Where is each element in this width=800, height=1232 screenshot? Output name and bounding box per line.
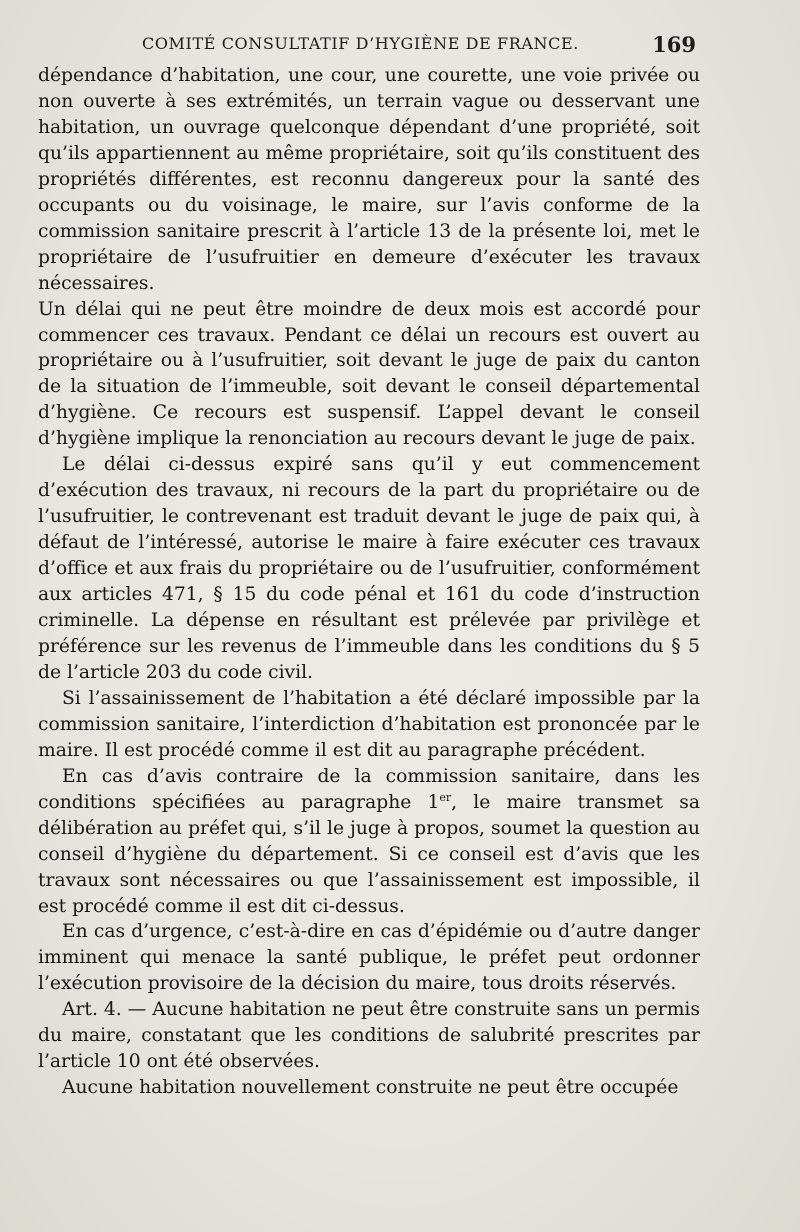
body-text — [38, 63, 700, 1101]
page-header — [38, 32, 700, 60]
running-title: COMITÉ CONSULTATIF D’HYGIÈNE DE FRANCE. — [142, 34, 579, 53]
paragraph-delai-expire: Le délai ci-dessus expiré sans qu’il y eut commencement d’exécution des travaux, ni recours de la part du propriétaire ou de l’usufruitier, le contrevenant est traduit devant le juge de paix qui, à défaut de l’intéressé, autorise le maire à faire exécuter ces travaux d’office et aux frais du propriétaire ou de l’usufruitier, conformément aux articles 471, § 15 du code pénal et 161 du code d’instruction criminelle. La dépense en résultant est prélevée par privilège et préférence sur les revenus de l’immeuble dans les conditions du § 5 de l’article 203 du code civil. — [38, 454, 700, 683]
page-number: 169 — [652, 32, 696, 57]
ordinal-suffix: er — [439, 790, 452, 804]
paragraph-urgence: En cas d’urgence, c’est-à-dire en cas d’épidémie ou d’autre danger imminent qui menace la santé publique, le préfet peut ordonner l’exécution provisoire de la décision du maire, tous droits réservés. — [38, 921, 700, 995]
paragraph-nouvelle-construction: Aucune habitation nouvellement construite ne peut être occupée — [62, 1077, 679, 1099]
paragraph-article-4: Art. 4. — Aucune habitation ne peut être construite sans un permis du maire, constatant que les conditions de salubrité prescrites par l’article 10 ont été observées. — [38, 999, 700, 1073]
paragraph-assainissement: Si l’assainissement de l’habitation a été déclaré impossible par la commission sanitaire, l’interdiction d’habitation est prononcée par le maire. Il est procédé comme il est dit au paragraphe précédent. — [38, 687, 700, 761]
paragraph-continued: dépendance d’habitation, une cour, une courette, une voie privée ou non ouverte à ses extrémités, un terrain vague ou desservant une habitation, un ouvrage quelconque dépendant d’une propriété, soit qu’ils appartiennent au même propriétaire, soit qu’ils constituent des propriétés différentes, est reconnu dangereux pour la santé des occupants ou du voisinage, le maire, sur l’avis conforme de la commission sanitaire prescrit à l’article 13 de la présente loi, met le propriétaire de l’usufruitier en demeure d’exécuter les travaux nécessaires. — [38, 65, 700, 294]
paragraph-delai: Un délai qui ne peut être moindre de deux mois est accordé pour commencer ces travaux. Pendant ce délai un recours est ouvert au propriétaire ou à l’usufruitier, soit devant le juge de paix du canton de la situation de l’immeuble, soit devant le conseil départemental d’hygiène. Ce recours est suspensif. L’appel devant le conseil d’hygiène implique la renonciation au recours devant le juge de paix. — [38, 298, 700, 450]
paragraph-avis-contraire: En cas d’avis contraire de la commission sanitaire, dans les conditions spécifiées au paragraphe 1er, le maire transmet sa délibération au préfet qui, s’il le juge à propos, soumet la question au conseil d’hygiène du département. Si ce conseil est d’avis que les travaux sont nécessaires ou que l’assainissement est impossible, il est procédé comme il est dit ci-dessus. — [38, 765, 700, 917]
